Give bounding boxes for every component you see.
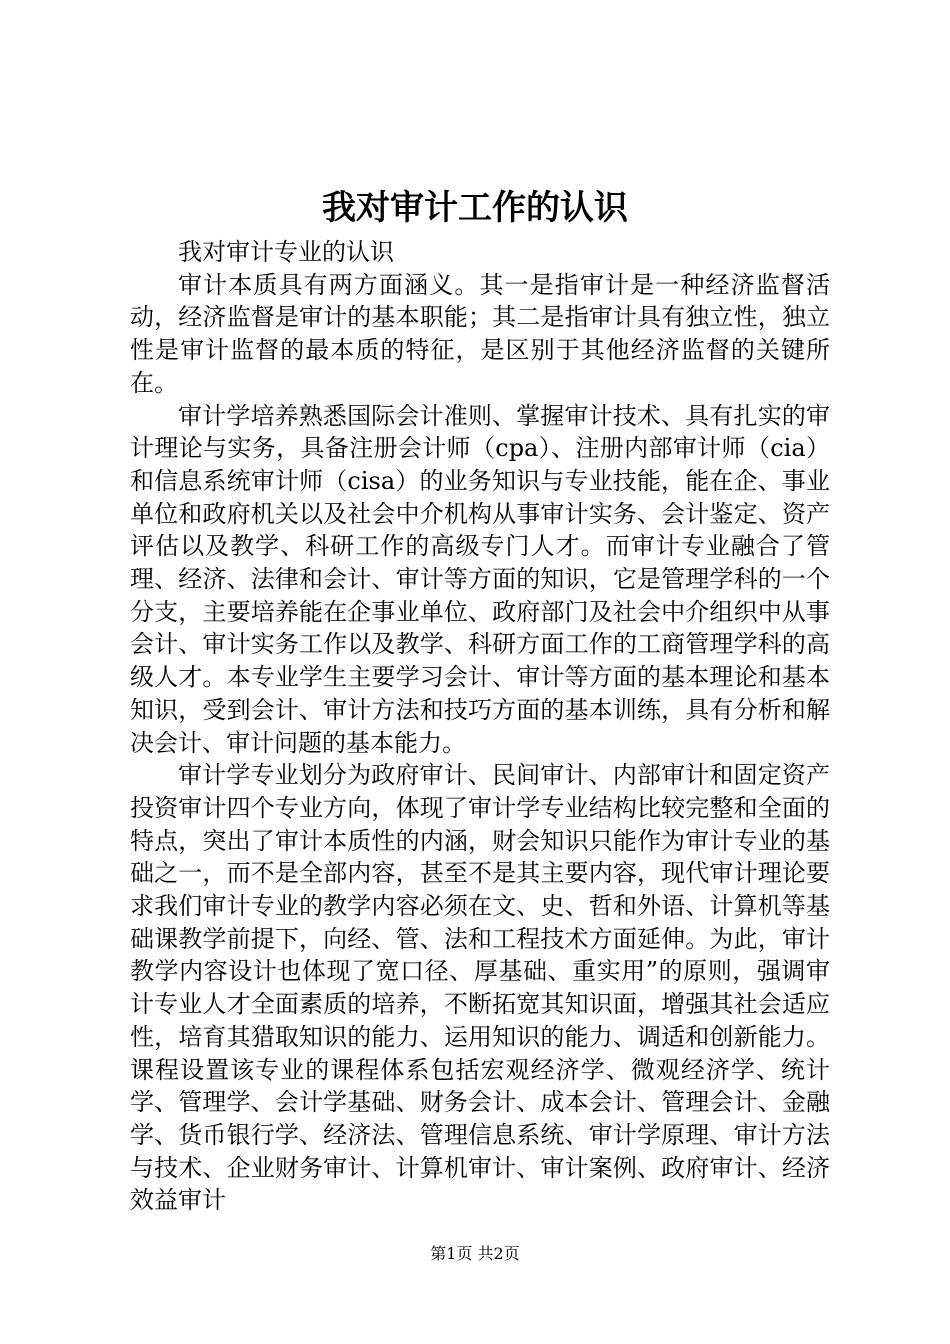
page-footer: 第1页 共2页 xyxy=(430,1244,520,1263)
paragraph-audit-directions: 审计学专业划分为政府审计、民间审计、内部审计和固定资产投资审计四个专业方向，体现了审计学专业结构比较完整和全面的特点，突出了审计本质性的内涵，财会知识只能作为审计专业的基础之一，而不是全部内容，甚至不是其主要内容，现代审计理论要求我们审计专业的教学内容必须在文、史、哲和外语、计算机等基础课教学前提下，向经、管、法和工程技术方面延伸。为此，审计教学内容设计也体现了宽口径、厚基础、重实用”的原则，强调审计专业人才全面素质的培养，不断拓宽其知识面，增强其社会适应性，培育其猎取知识的能力、运用知识的能力、调适和创新能力。课程设置该专业的课程体系包括宏观经济学、微观经济学、统计学、管理学、会计学基础、财务会计、成本会计、管理会计、金融学、货币银行学、经济法、管理信息系统、审计学原理、审计方法与技术、企业财务审计、计算机审计、审计案例、政府审计、经济效益审计 xyxy=(130,761,830,1215)
paragraph-audit-essence: 审计本质具有两方面涵义。其一是指审计是一种经济监督活动，经济监督是审计的基本职能；其二是指审计具有独立性，独立性是审计监督的最本质的特征，是区别于其他经济监督的关键所在。 xyxy=(130,270,830,397)
paragraph-audit-training: 审计学培养熟悉国际会计准则、掌握审计技术、具有扎实的审计理论与实务，具备注册会计师（cpa）、注册内部审计师（cia）和信息系统审计师（cisa）的业务知识与专业技能，能在企、事业单位和政府机关以及社会中介机构从事审计实务、会计鉴定、资产评估以及教学、科研工作的高级专门人才。而审计专业融合了管理、经济、法律和会计、审计等方面的知识，它是管理学科的一个分支，主要培养能在企事业单位、政府部门及社会中介组织中从事会计、审计实务工作以及教学、科研方面工作的工商管理学科的高级人才。本专业学生主要学习会计、审计等方面的基本理论和基本知识，受到会计、审计方法和技巧方面的基本训练，具有分析和解决会计、审计问题的基本能力。 xyxy=(130,401,830,757)
document-body xyxy=(130,236,830,1217)
document-title: 我对审计工作的认识 xyxy=(322,188,628,228)
section-heading: 我对审计专业的认识 xyxy=(178,238,394,266)
